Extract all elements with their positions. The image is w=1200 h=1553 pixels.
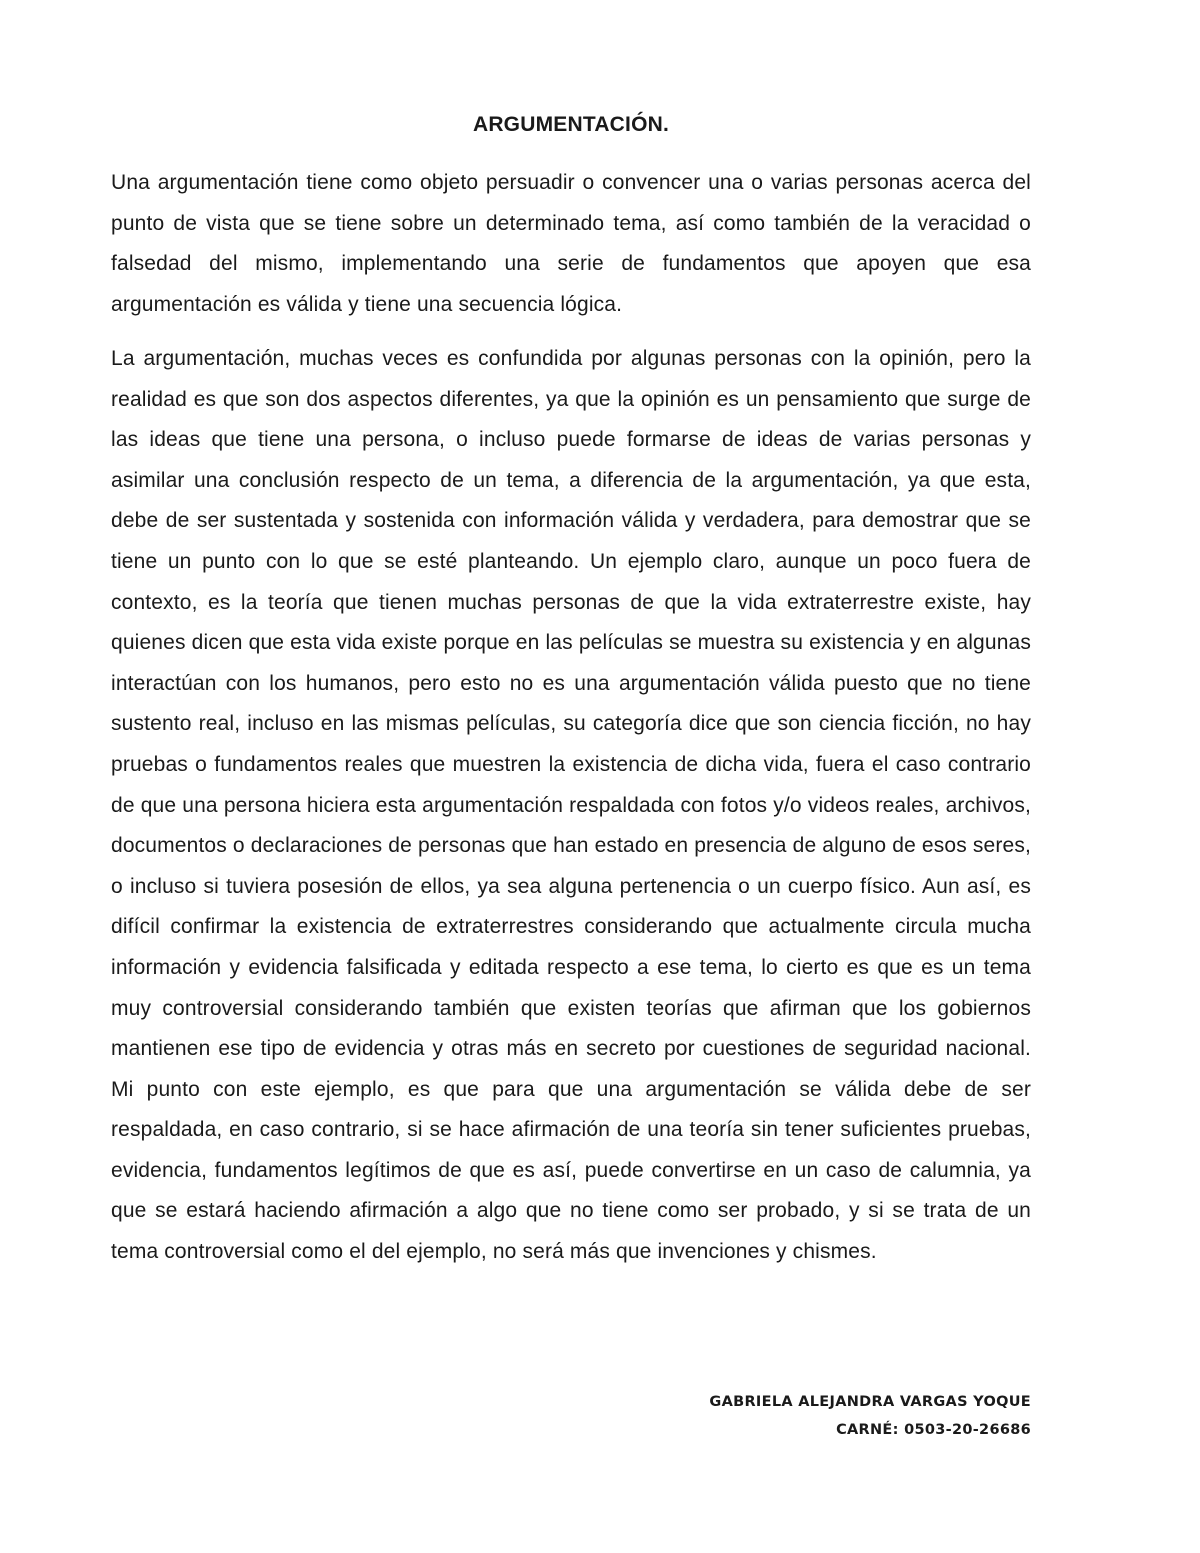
paragraph-argument-vs-opinion: La argumentación, muchas veces es confundida por algunas personas con la opinión, pero la realidad es que son dos aspectos diferentes, ya que la opinión es un pensamiento que surge de las ideas que tiene una persona, o incluso puede formarse de ideas de varias personas y asimilar una conclusión respecto de un tema, a diferencia de la argumentación, ya que esta, debe de ser sustentada y sostenida con información válida y verdadera, para demostrar que se tiene un punto con lo que se esté planteando. Un ejemplo claro, aunque un poco fuera de contexto, es la teoría que tienen muchas personas de que la vida extraterrestre existe, hay quienes dicen que esta vida existe porque en las películas se muestra su existencia y en algunas interactúan con los humanos, pero esto no es una argumentación válida puesto que no tiene sustento real, incluso en las mismas películas, su categoría dice que son ciencia ficción, no hay pruebas o fundamentos reales que muestren la existencia de dicha vida, fuera el caso contrario de que una persona hiciera esta argumentación respaldada con fotos y/o videos reales, archivos, documentos o declaraciones de personas que han estado en presencia de alguno de esos seres, o incluso si tuviera posesión de ellos, ya sea alguna pertenencia o un cuerpo físico. Aun así, es difícil confirmar la existencia de extraterrestres considerando que actualmente circula mucha información y evidencia falsificada y editada respecto a ese tema, lo cierto es que es un tema muy controversial considerando también que existen teorías que afirman que los gobiernos mantienen ese tipo de evidencia y otras más en secreto por cuestiones de seguridad nacional. Mi punto con este ejemplo, es que para que una argumentación se válida debe de ser respaldada, en caso contrario, si se hace afirmación de una teoría sin tener suficientes pruebas, evidencia, fundamentos legítimos de que es así, puede convertirse en un caso de calumnia, ya que se estará haciendo afirmación a algo que no tiene como ser probado, y si se trata de un tema controversial como el del ejemplo, no será más que invenciones y chismes.	[111, 347, 1031, 1264]
author-student-id: CARNÉ: 0503-20-26686	[836, 1422, 1031, 1438]
author-name: GABRIELA ALEJANDRA VARGAS YOQUE	[709, 1394, 1031, 1410]
document-title: ARGUMENTACIÓN.	[472, 113, 670, 136]
paragraph-introduction: Una argumentación tiene como objeto persuadir o convencer una o varias personas acerca del punto de vista que se tiene sobre un determinado tema, así como también de la veracidad o falsedad del mismo, implementando una serie de fundamentos que apoyen que esa argumentación es válida y tiene una secuencia lógica.	[111, 171, 1031, 316]
